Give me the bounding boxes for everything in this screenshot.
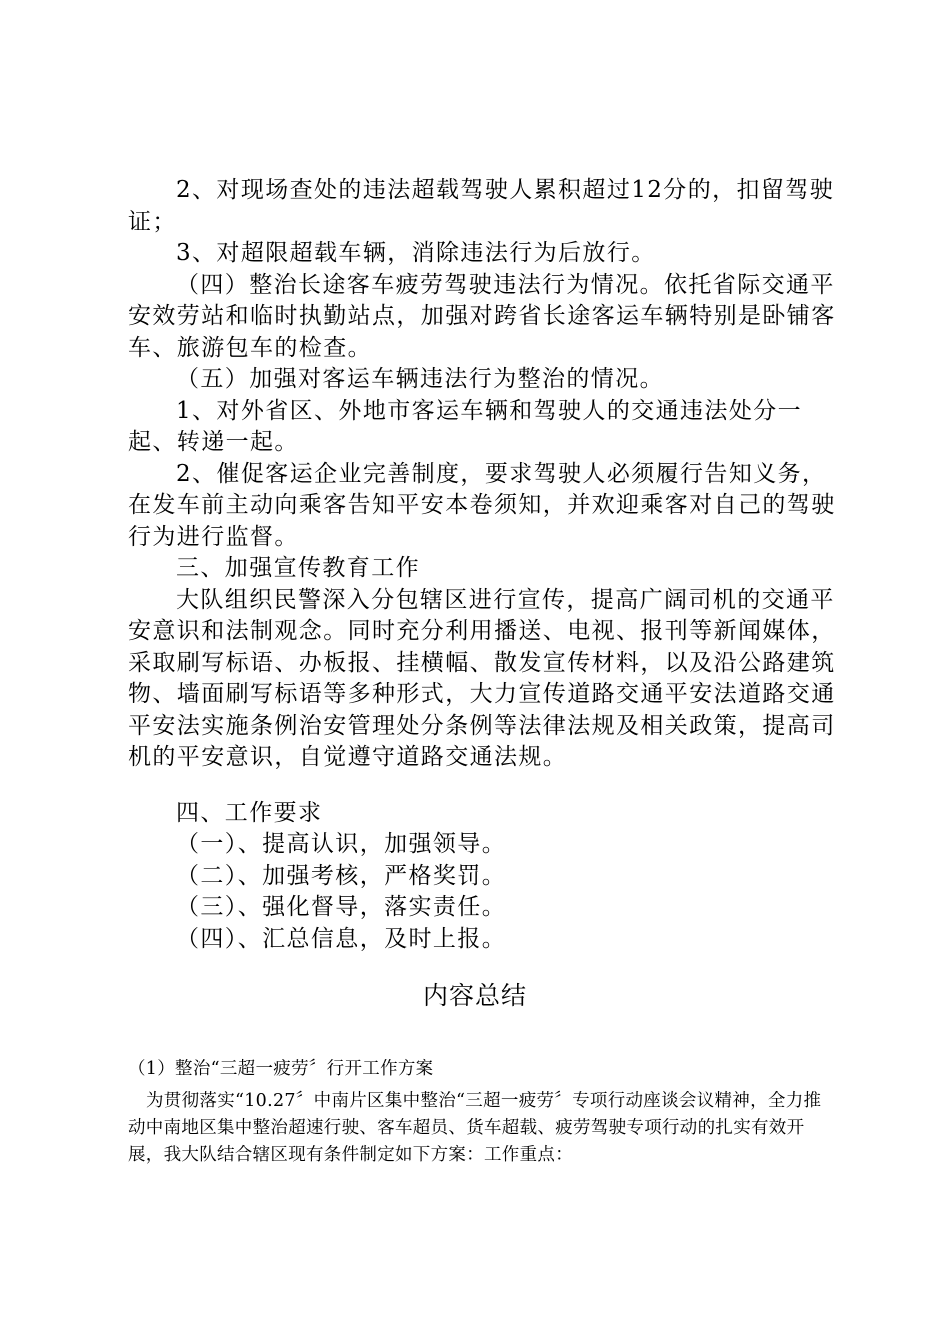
paragraph-overload-points: 2、对现场查处的违法超载驾驶人累积超过12分的，扣留驾驶证； bbox=[128, 177, 835, 235]
section-heading-requirements: 四、工作要求 bbox=[176, 799, 323, 826]
document-body bbox=[128, 175, 838, 955]
paragraph-fatigue-driving: （四）整治长途客车疲劳驾驶违法行为情况。依托省际交通平安效劳站和临时执勤站点，加强对跨省长途客运车辆特别是卧铺客车、旅游包车的检查。 bbox=[128, 271, 836, 361]
paragraph-overlimit-release: 3、对超限超载车辆，消除违法行为后放行。 bbox=[176, 240, 656, 266]
section-gap bbox=[128, 774, 838, 798]
requirement-item: （三）、强化督导，落实责任。 bbox=[176, 894, 507, 920]
summary-section bbox=[128, 1056, 838, 1169]
paragraph-publicity-work: 大队组织民警深入分包辖区进行宣传，提高广阔司机的交通平安意识和法制观念。同时充分利用播送、电视、报刊等新闻媒体，采取刷写标语、办板报、挂横幅、散发宣传材料，以及沿公路建筑物、墙面刷写标语等多种形式，大力宣传道路交通平安法道路交通平安法实施条例治安管理处分条例等法律法规及相关政策，提高司机的平安意识，自觉遵守道路交通法规。 bbox=[128, 586, 836, 770]
requirement-item: （一）、提高认识，加强领导。 bbox=[176, 831, 507, 857]
requirement-item: （四）、汇总信息，及时上报。 bbox=[176, 925, 507, 952]
paragraph-enterprise-system: 2、催促客运企业完善制度，要求驾驶人必须履行告知义务，在发车前主动向乘客告知平安本卷须知，并欢迎乘客对自己的驾驶行为进行监督。 bbox=[128, 460, 836, 550]
paragraph-out-of-province: 1、对外省区、外地市客运车辆和驾驶人的交通违法处分一起、转递一起。 bbox=[128, 397, 803, 455]
summary-body: 为贯彻落实“10.27〞中南片区集中整治“三超一疲劳〞专项行动座谈会议精神，全力推动中南地区集中整治超速行驶、客车超员、货车超载、疲劳驾驶专项行动的扎实有效开展，我大队结合辖区现有条件制定如下方案：工作重点： bbox=[128, 1091, 822, 1165]
section-heading-publicity: 三、加强宣传教育工作 bbox=[176, 555, 420, 581]
requirement-item: （二）、加强考核，严格奖罚。 bbox=[176, 862, 507, 889]
summary-title: （1）整治“三超一疲劳〞行开工作方案 bbox=[128, 1059, 434, 1079]
summary-heading: 内容总结 bbox=[422, 981, 527, 1010]
paragraph-passenger-vehicles: （五）加强对客运车辆违法行为整治的情况。 bbox=[176, 366, 664, 392]
